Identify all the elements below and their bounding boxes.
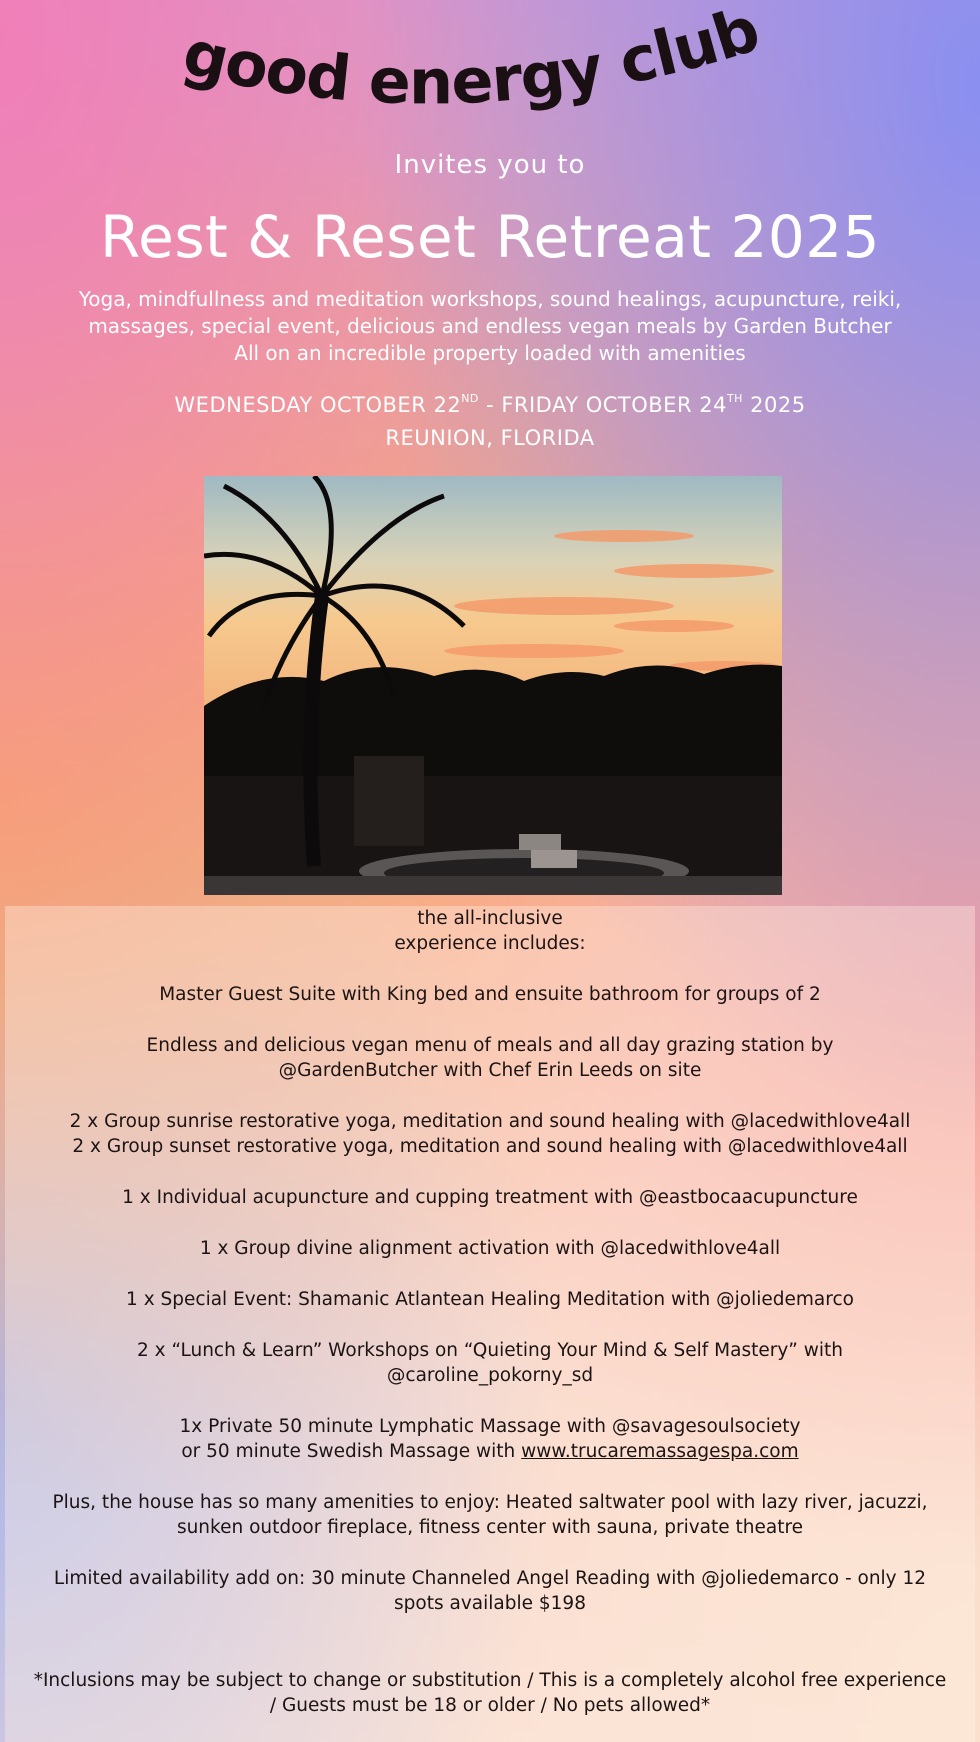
intro-line: the all-inclusive — [417, 908, 563, 929]
yoga-sunset-item: 2 x Group sunset restorative yoga, meditation and sound healing with @lacedwithlove4all — [72, 1136, 908, 1157]
sunset-palm-pool-photo — [204, 476, 782, 895]
spa-website-link[interactable]: www.trucaremassagespa.com — [521, 1441, 799, 1462]
end-date-suffix: TH — [726, 392, 743, 405]
meals-item: @GardenButcher with Chef Erin Leeds on site — [278, 1060, 702, 1081]
page-title: Rest & Reset Retreat 2025 — [99, 203, 881, 271]
brand-logo — [0, 0, 980, 140]
subtitle-line: Yoga, mindfullness and meditation workshops, sound healings, acupuncture, reiki, — [78, 287, 902, 311]
invites-text: Invites you to — [394, 150, 586, 180]
event-location: REUNION, FLORIDA — [385, 426, 595, 450]
amenities-item: sunken outdoor fireplace, fitness center with sauna, private theatre — [176, 1517, 804, 1538]
yoga-sunrise-item: 2 x Group sunrise restorative yoga, meditation and sound healing with @lacedwithlove4all — [69, 1111, 911, 1132]
svg-text:good energy club — [177, 0, 768, 118]
event-year: 2025 — [742, 393, 806, 417]
disclaimer: *Inclusions may be subject to change or substitution / This is a completely alcohol free experience — [33, 1670, 947, 1691]
inclusions-section — [0, 906, 980, 1718]
massage-option-text: or 50 minute Swedish Massage with — [181, 1441, 522, 1462]
addon-item: Limited availability add on: 30 minute Channeled Angel Reading with @joliedemarco - only 12 — [53, 1568, 927, 1589]
intro-line: experience includes: — [394, 933, 586, 954]
subtitle-line: massages, special event, delicious and endless vegan meals by Garden Butcher — [88, 314, 892, 338]
disclaimer: / Guests must be 18 or older / No pets allowed* — [269, 1695, 711, 1716]
subtitle-line: All on an incredible property loaded with amenities — [234, 341, 746, 365]
date-range — [0, 382, 980, 422]
lunch-learn-item: @caroline_pokorny_sd — [386, 1365, 594, 1386]
brand-name: good energy club — [176, 0, 768, 119]
massage-item: 1x Private 50 minute Lymphatic Massage with @savagesoulsociety — [179, 1416, 801, 1437]
addon-item: spots available $198 — [394, 1593, 586, 1614]
start-date-suffix: ND — [461, 392, 479, 405]
alignment-item: 1 x Group divine alignment activation with @lacedwithlove4all — [199, 1238, 781, 1259]
end-date: - FRIDAY OCTOBER 24 — [478, 393, 727, 417]
event-dates — [0, 382, 980, 455]
special-event-item: 1 x Special Event: Shamanic Atlantean Healing Meditation with @joliedemarco — [126, 1289, 854, 1310]
suite-item: Master Guest Suite with King bed and ensuite bathroom for groups of 2 — [159, 984, 821, 1005]
acupuncture-item: 1 x Individual acupuncture and cupping treatment with @eastbocaacupuncture — [122, 1187, 858, 1208]
meals-item: Endless and delicious vegan menu of meals and all day grazing station by — [146, 1035, 834, 1056]
massage-item — [0, 1439, 980, 1464]
subtitle — [0, 286, 980, 367]
start-date: WEDNESDAY OCTOBER 22 — [174, 393, 462, 417]
amenities-item: Plus, the house has so many amenities to enjoy: Heated saltwater pool with lazy river, jacuzzi, — [52, 1492, 928, 1513]
lunch-learn-item: 2 x “Lunch & Learn” Workshops on “Quieting Your Mind & Self Mastery” with — [137, 1340, 843, 1361]
